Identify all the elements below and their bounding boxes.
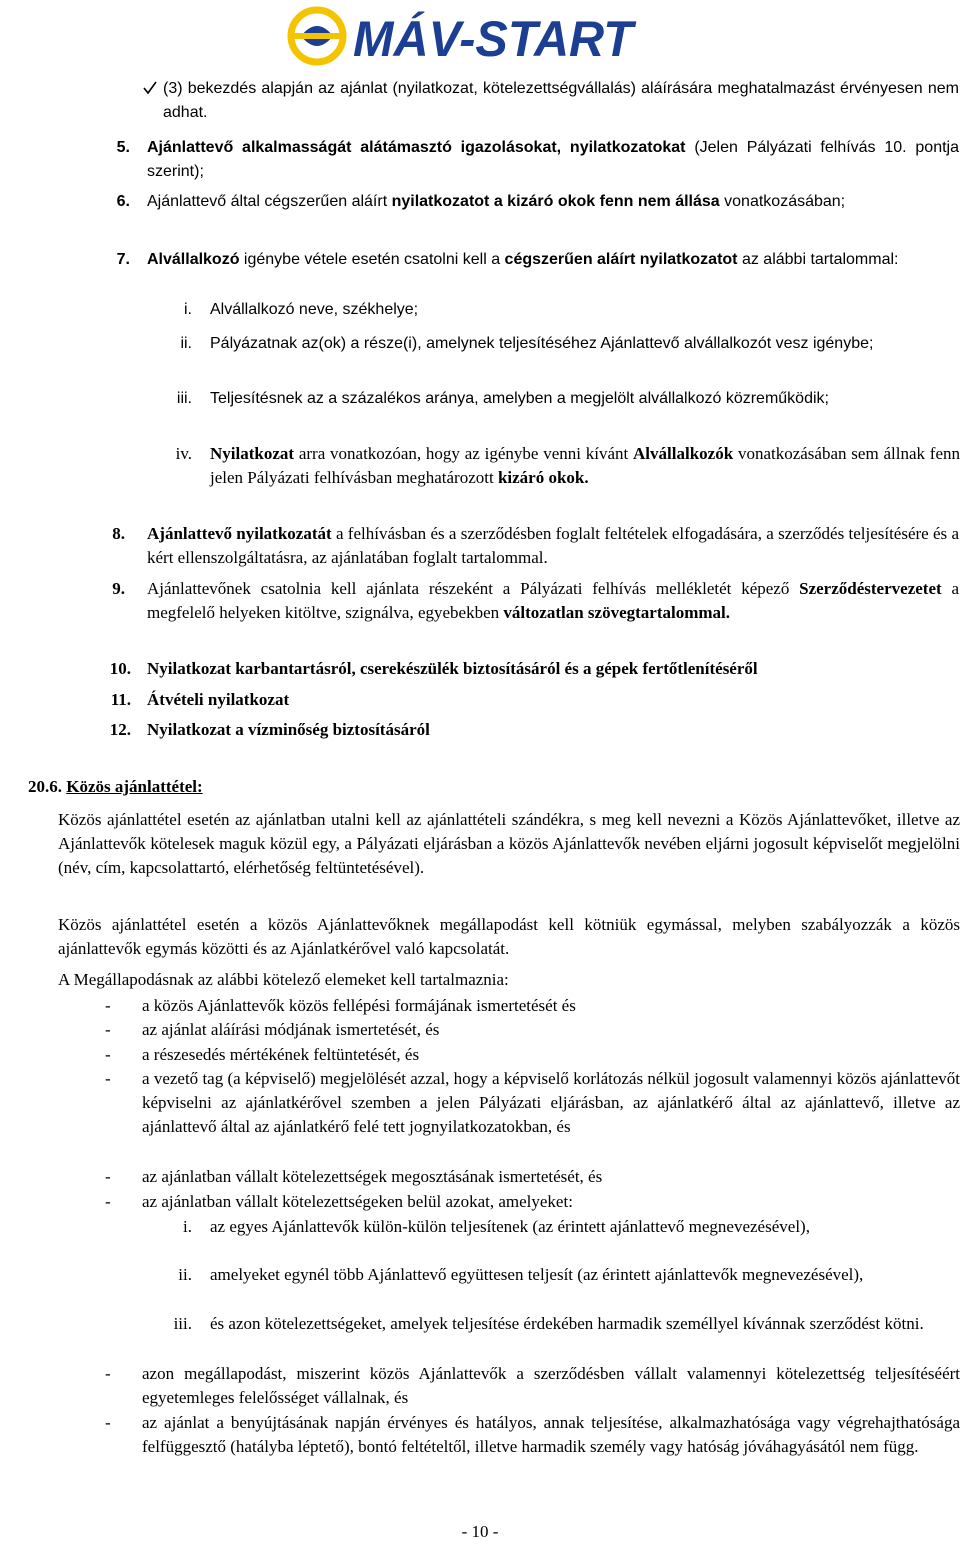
dash-bullet: -	[105, 996, 111, 1015]
paragraph: Közös ajánlattétel esetén a közös Ajánlattevőknek megállapodást kell kötniük egymással, melyben szabályozzák a közös ajánlattevők egymás közötti és az Ajánlatkérővel való kapcsolatát.	[58, 915, 960, 958]
mav-start-logo	[287, 4, 637, 68]
sub-item-number: iii.	[176, 390, 192, 407]
dash-bullet: -	[105, 1167, 111, 1186]
item-number: 10.	[109, 659, 131, 678]
dash-bullet: -	[105, 1413, 111, 1432]
item-6-text: Ajánlattevő által cégszerűen aláírt nyilatkozatot a kizáró okok fenn nem állása vonatkozásában;	[147, 193, 846, 210]
roman-number: ii.	[178, 1265, 192, 1284]
dash-bullet: -	[105, 1045, 111, 1064]
paragraph: Közös ajánlattétel esetén az ajánlatban utalni kell az ajánlattételi szándékra, s meg kell nevezni a Közös Ajánlattevőket, illetve az Ajánlattevők kötelesek maguk közül egy, a Pályázati eljárásban a közös Ajánlattevők nevében eljárni jogosult képviselőt megjelölni (név, cím, kapcsolattartó, elérhetőség feltüntetésével).	[58, 810, 960, 877]
dash-bullet: -	[105, 1069, 111, 1088]
sub-item-text: Alvállalkozó neve, székhelye;	[210, 301, 419, 318]
dash-item: az ajánlatban vállalt kötelezettségeken belül azokat, amelyeket:	[142, 1192, 573, 1211]
logo-text: MÁV-START	[353, 11, 637, 67]
dash-item: az ajánlat aláírási módjának ismertetését, és	[142, 1020, 440, 1039]
item-10-text: Nyilatkozat karbantartásról, cserekészülék biztosításáról és a gépek fertőtlenítéséről	[147, 659, 758, 678]
roman-number: iii.	[173, 1314, 192, 1333]
dash-item: az ajánlat a benyújtásának napján érvényes és hatályos, annak teljesítése, alkalmazhatósága vagy végrehajthatósága felfüggesztő (hatályba léptető), bontó feltételtől, illetve harmadik személy vagy hatóság jóváhagyásától nem függ.	[142, 1413, 960, 1456]
roman-item: amelyeket egynél több Ajánlattevő együttesen teljesít (az érintett ajánlattevők megnevezésével),	[210, 1265, 864, 1284]
dash-item: a közös Ajánlattevők közös fellépési formájának ismertetését és	[142, 996, 576, 1015]
dash-item: azon megállapodást, miszerint közös Ajánlattevők a szerződésben vállalt valamennyi kötelezettség teljesítéséért egyetemleges felelősséget vállalnak, és	[142, 1364, 960, 1407]
checkmark-icon	[143, 80, 157, 96]
sub-item-text: Nyilatkozat arra vonatkozóan, hogy az igénybe venni kívánt Alvállalkozók vonatkozásában sem állnak fenn jelen Pályázati felhívásban meghatározott kizáró okok.	[210, 444, 960, 487]
page-number: - 10 -	[461, 1522, 499, 1541]
sub-item-text: Pályázatnak az(ok) a része(i), amelynek teljesítéséhez Ajánlattevő alvállalkozót vesz igénybe;	[210, 335, 874, 352]
dash-item: a vezető tag (a képviselő) megjelölését azzal, hogy a képviselő korlátozás nélkül jogosult valamennyi közös ajánlattevőt képviselni az ajánlatkérővel szemben a jelen Pályázati eljárásban, az ajánlatkérő által az ajánlattevő, illetve az ajánlattevő által az ajánlatkérő felé tett jognyilatkozatokban, és	[142, 1069, 960, 1136]
sub-item-number: i.	[184, 301, 192, 318]
roman-number: i.	[183, 1217, 192, 1236]
roman-item: és azon kötelezettségeket, amelyek teljesítése érdekében harmadik személlyel kívánnak szerződést kötni.	[210, 1314, 924, 1333]
item-9-text: Ajánlattevőnek csatolnia kell ajánlata részeként a Pályázati felhívás mellékletét képező Szerződéstervezetet a megfelelő helyeken kitöltve, szignálva, egyebekben változatlan szövegtartalommal.	[147, 579, 960, 622]
dash-item: az ajánlatban vállalt kötelezettségek megosztásának ismertetését, és	[142, 1167, 603, 1186]
section-number: 20.6.	[28, 777, 62, 796]
item-8-text: Ajánlattevő nyilatkozatát a felhívásban és a szerződésben foglalt feltételek elfogadására, a szerződés teljesítésére és a kért ellenszolgáltatásra, az ajánlatában foglalt tartalommal.	[147, 524, 960, 567]
sub-item-number: ii.	[180, 335, 192, 352]
dash-bullet: -	[105, 1364, 111, 1383]
section-title: Közös ajánlattétel:	[66, 777, 203, 796]
roman-item: az egyes Ajánlattevők külön-külön teljesítenek (az érintett ajánlattevő megnevezésével),	[210, 1217, 810, 1236]
item-number: 11.	[110, 690, 131, 709]
intro-text: (3) bekezdés alapján az ajánlat (nyilatkozat, kötelezettségvállalás) aláírására meghatalmazást érvényesen nem adhat.	[163, 80, 959, 121]
item-5-text: Ajánlattevő alkalmasságát alátámasztó igazolásokat, nyilatkozatokat (Jelen Pályázati felhívás 10. pontja szerint);	[147, 139, 959, 180]
item-number: 12.	[109, 720, 131, 739]
item-12-text: Nyilatkozat a vízminőség biztosításáról	[147, 720, 430, 739]
dash-bullet: -	[105, 1192, 111, 1211]
item-7-text: Alvállalkozó igénybe vétele esetén csatolni kell a cégszerűen aláírt nyilatkozatot az alábbi tartalommal:	[147, 251, 899, 268]
dash-bullet: -	[105, 1020, 111, 1039]
paragraph: A Megállapodásnak az alábbi kötelező elemeket kell tartalmaznia:	[58, 970, 509, 989]
item-number: 6.	[116, 193, 130, 210]
item-number: 5.	[116, 139, 130, 156]
item-11-text: Átvételi nyilatkozat	[147, 690, 290, 709]
sub-item-text: Teljesítésnek az a százalékos aránya, amelyben a megjelölt alvállalkozó közreműködik;	[210, 390, 829, 407]
item-number: 7.	[116, 251, 130, 268]
dash-item: a részesedés mértékének feltüntetését, és	[142, 1045, 420, 1064]
logo-graphic	[287, 4, 637, 68]
item-number: 8.	[112, 524, 125, 543]
sub-item-number: iv.	[175, 444, 192, 463]
section-heading	[28, 775, 203, 799]
item-number: 9.	[112, 579, 125, 598]
